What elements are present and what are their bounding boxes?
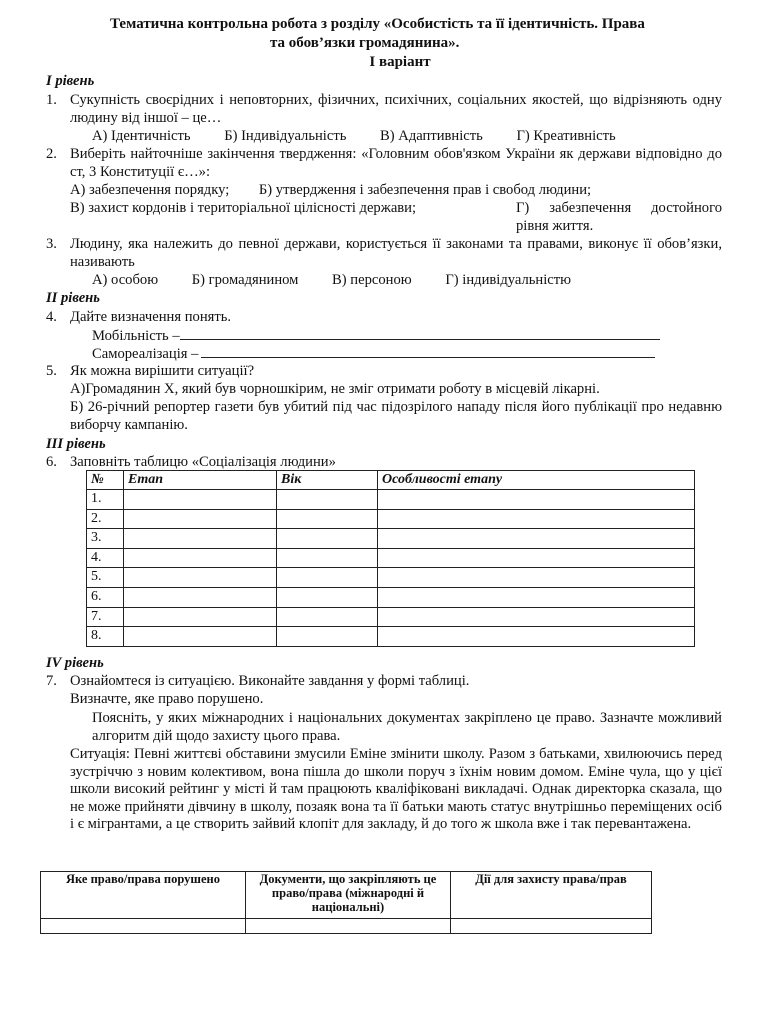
table-row (87, 607, 695, 627)
answer-cell[interactable] (124, 490, 277, 510)
question-number: 5. (46, 363, 57, 379)
option-d: Г) індивідуальністю (445, 272, 572, 288)
question-1-options (92, 128, 722, 146)
option-d: Г) Креативність (516, 128, 616, 144)
level-3-heading: III рівень (46, 436, 106, 452)
col-header-actions: Дії для захисту права/прав (451, 872, 652, 919)
question-7 (46, 673, 722, 691)
option-a: А) особою (92, 272, 159, 288)
socialization-table (86, 470, 695, 647)
option-c: В) персоною (332, 272, 412, 288)
table-row (87, 490, 695, 510)
answer-cell[interactable] (124, 568, 277, 588)
task-identify-right: Визначте, яке право порушено. (70, 691, 264, 707)
row-number: 6. (87, 587, 124, 607)
question-6 (46, 454, 722, 472)
answer-cell[interactable] (378, 627, 695, 647)
level-4-heading: IV рівень (46, 655, 104, 671)
question-number: 4. (46, 309, 57, 325)
table-row (87, 568, 695, 588)
table-row (87, 529, 695, 549)
question-number: 2. (46, 146, 57, 162)
option-b: Б) утвердження і забезпечення прав і свобод людини; (258, 182, 592, 198)
term-label: Самореалізація – (92, 346, 199, 362)
option-a: А) забезпечення порядку; (70, 182, 230, 198)
row-number: 2. (87, 509, 124, 529)
answer-cell[interactable] (246, 919, 451, 934)
row-number: 4. (87, 548, 124, 568)
question-number: 1. (46, 92, 57, 108)
option-a: А) Ідентичність (92, 128, 191, 144)
question-number: 7. (46, 673, 57, 689)
definition-self-realization (92, 345, 655, 364)
question-1 (46, 92, 722, 127)
col-header-age: Вік (277, 471, 378, 490)
col-header-stage: Етап (124, 471, 277, 490)
answer-cell[interactable] (378, 490, 695, 510)
question-2 (46, 146, 722, 181)
answer-cell[interactable] (277, 587, 378, 607)
answer-cell[interactable] (124, 509, 277, 529)
table-row (41, 919, 652, 934)
answer-cell[interactable] (277, 509, 378, 529)
question-3 (46, 236, 722, 271)
answer-cell[interactable] (124, 627, 277, 647)
row-number: 3. (87, 529, 124, 549)
question-number: 6. (46, 454, 57, 470)
answer-line (180, 327, 660, 340)
row-number: 5. (87, 568, 124, 588)
answer-cell[interactable] (451, 919, 652, 934)
answer-cell[interactable] (41, 919, 246, 934)
question-5 (46, 363, 722, 381)
question-text: Як можна вирішити ситуації? (70, 363, 255, 379)
table-row (87, 627, 695, 647)
answer-cell[interactable] (277, 607, 378, 627)
answer-cell[interactable] (124, 587, 277, 607)
answer-cell[interactable] (124, 529, 277, 549)
answer-cell[interactable] (277, 490, 378, 510)
answer-cell[interactable] (378, 568, 695, 588)
table-row (87, 509, 695, 529)
option-b: Б) Індивідуальність (224, 128, 347, 144)
col-header-features: Особливості етапу (378, 471, 695, 490)
question-text: Людину, яка належить до певної держави, користується її законами та правами, виконує її обов’язки, називають (70, 236, 722, 270)
question-2-option-a (70, 182, 591, 200)
answer-cell[interactable] (378, 607, 695, 627)
col-header-violated-right: Яке право/права порушено (41, 872, 246, 919)
question-3-options (92, 272, 722, 290)
row-number: 1. (87, 490, 124, 510)
answer-cell[interactable] (124, 607, 277, 627)
question-4 (46, 309, 722, 327)
answer-cell[interactable] (378, 548, 695, 568)
rights-table (40, 871, 652, 934)
question-text: Виберіть найточніше закінчення твердження: «Головним обов'язком України як держави відповідно до ст, 3 Конституції є…»: (70, 146, 722, 180)
question-2-option-d-wrap (516, 200, 722, 235)
table-header-row (87, 471, 695, 490)
question-text: Ознайомтеся із ситуацією. Виконайте завдання у формі таблиці. (70, 673, 470, 689)
question-text: Сукупність своєрідних і неповторних, фізичних, психічних, соціальних якостей, що відрізняють одну людину від іншої – це… (70, 92, 722, 126)
option-b: Б) громадянином (191, 272, 299, 288)
task-explain-documents: Поясніть, у яких міжнародних і національних документах закріплено це право. Зазначте можливий алгоритм дій щодо захисту цього права. (92, 710, 722, 744)
answer-cell[interactable] (277, 548, 378, 568)
table-row (87, 587, 695, 607)
page-title: Тематична контрольна робота з розділу «Особистість та її ідентичність. Права (110, 16, 645, 32)
term-label: Мобільність – (92, 328, 180, 344)
question-text: Заповніть таблицю «Соціалізація людини» (70, 454, 336, 470)
answer-line (201, 345, 655, 358)
answer-cell[interactable] (378, 529, 695, 549)
level-2-heading: II рівень (46, 290, 100, 306)
row-number: 8. (87, 627, 124, 647)
level-1-heading: I рівень (46, 73, 95, 89)
question-number: 3. (46, 236, 57, 252)
answer-cell[interactable] (378, 509, 695, 529)
table-header-row (41, 872, 652, 919)
answer-cell[interactable] (378, 587, 695, 607)
option-d: Г) забезпечення достойного рівня життя. (516, 200, 722, 234)
option-c: В) Адаптивність (380, 128, 483, 144)
situation-b: Б) 26-річний репортер газети був убитий під час підозрілого нападу після його публікації про недавню виборчу кампанію. (70, 399, 722, 433)
variant-label: I варіант (369, 54, 431, 70)
situation-a: А)Громадянин Х, який був чорношкірим, не зміг отримати роботу в місцевій лікарні. (70, 381, 600, 397)
col-header-number: № (87, 471, 124, 490)
row-number: 7. (87, 607, 124, 627)
answer-cell[interactable] (277, 568, 378, 588)
page-title-continued: та обов’язки громадянина». (270, 35, 460, 51)
answer-cell[interactable] (277, 529, 378, 549)
option-c: В) захист кордонів і територіальної цілісності держави; (70, 200, 417, 216)
table-row (87, 548, 695, 568)
col-header-documents: Документи, що закріпляють це право/права (міжнародні й національні) (246, 872, 451, 919)
answer-cell[interactable] (124, 548, 277, 568)
situation-text: Ситуація: Певні життєві обставини змусили Еміне змінити школу. Разом з батьками, хвилюючись перед зустріччю з новим колективом, вона пішла до школи поруч з їхнім новим домом. Еміне чула, що у цієї школи високий рейтинг у місті й там працюють кваліфіковані викладачі. Однак директорка сказала, що не може прийняти дівчину в школу, позаяк вона та її батьки мають статус внутрішньо переміщених осіб і є мігрантами, а це створить зайвий клопіт для закладу, й до того ж школа вже і так перевантажена. (70, 746, 722, 833)
question-text: Дайте визначення понять. (70, 309, 232, 325)
definition-mobility (92, 327, 660, 346)
answer-cell[interactable] (277, 627, 378, 647)
